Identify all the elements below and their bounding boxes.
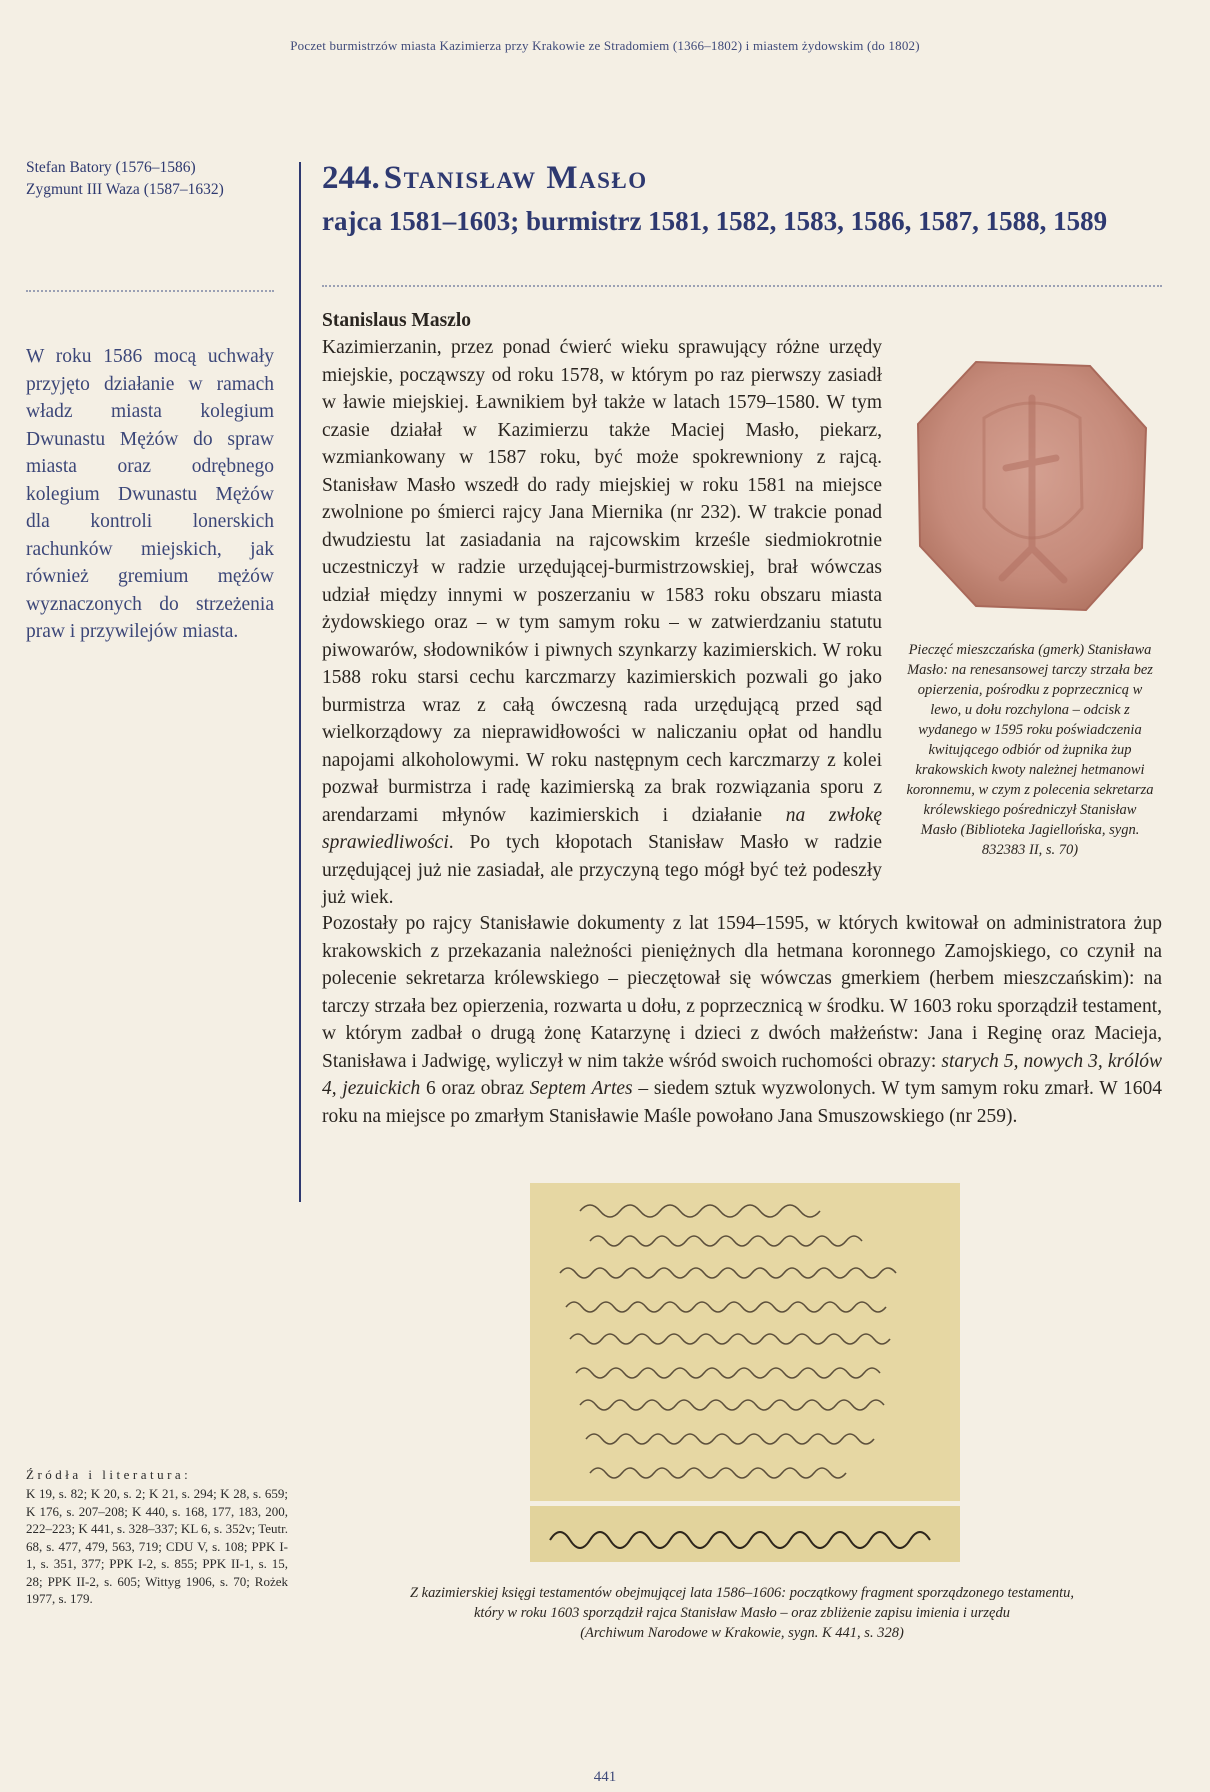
body-text: . Po tych kłopotach Stanisław Masło w radzie urzędującej już nie zasiadał, ale przyczyną tego mógł być też podeszły już wiek. bbox=[322, 832, 882, 908]
entry-name: Stanisław Masło bbox=[383, 160, 648, 196]
divider bbox=[322, 285, 1162, 287]
body-text: Kazimierzanin, przez ponad ćwierć wieku sprawujący różne urzędy miejskie, począwszy od roku 1578, w którym po raz pierwszy zasiadł w ławie miejskiej. Ławnikiem był także w latach 1579–1580. W tym czasie działał w Kazimierzu także Maciej Masło, piekarz, wzmiankowany w 1587 roku, być może spokrewniony z rajcą. Stanisław Masło wszedł do rady miejskiej w roku 1581 na miejsce zwolnione po śmierci rajcy Jana Miernika (nr 232). W trakcie ponad dwudziestu lat zasiadania na rajcowskim krześle siedmiokrotnie uczestniczył w radzie urzędującej-burmistrzowskiej, brał wówczas udział między innymi w poszerzaniu w 1583 roku obszaru miasta żydowskiego oraz – w tym samym roku – w zatwierdzaniu statutu piwowarów, słodowników i piwnych szynkarzy kazimierskich. W roku 1588 roku starsi cechu karczmarzy kazimierskich pozwali go jako burmistrza wraz z całą ówczesną rada urzędującą przed sąd wielkorządowy za nieprawidłowości w naliczaniu opłat od handlu napojami alkoholowymi. W roku następnym cech karczmarzy z kolei pozwał burmistrza i radę kazimierską za brak rozwiązania sporu z arendarzami młynów kazimierskich i działanie bbox=[322, 337, 882, 826]
body-text-wide bbox=[322, 910, 1162, 1130]
body-text: – siedem sztuk wyzwolonych. W tym samym roku zmarł. W 1604 roku na miejsce po zmarłym Stanisławie Maśle powołano Jana Smuszowskiego (nr 259). bbox=[322, 1078, 1163, 1127]
page-number: 441 bbox=[593, 1769, 617, 1785]
sources-text: K 19, s. 82; K 20, s. 2; K 21, s. 294; K 28, s. 659; K 176, s. 207–208; K 440, s. 168, 177, 183, 200, 222–223; K 441, s. 328–337; KL 6, s. 352v; Teutr. 68, s. 477, 479, 563, 719; CDU V, s. 108; PPK I-1, s. 351, 377; PPK I-2, s. 855; PPK II-1, s. 15, 28; PPK II-2, s. 605; Wittyg 1906, s. 70; Rożek 1977, s. 179. bbox=[26, 1486, 288, 1606]
divider bbox=[26, 290, 274, 292]
reigns-list bbox=[26, 157, 274, 201]
caption-line: który w roku 1603 sporządził rajca Stanisław Masło – oraz zbliżenie zapisu imienia i urzędu bbox=[474, 1605, 1010, 1621]
body-text-narrow bbox=[322, 334, 882, 912]
body-text: 6 oraz obraz bbox=[426, 1078, 525, 1099]
entry-number: 244. bbox=[322, 160, 380, 196]
caption-line: (Archiwum Narodowe w Krakowie, sygn. K 441, s. 328) bbox=[580, 1625, 904, 1641]
latin-name: Stanislaus Maszlo bbox=[322, 310, 471, 331]
reign-item: Zygmunt III Waza (1587–1632) bbox=[26, 181, 224, 198]
reign-item: Stefan Batory (1576–1586) bbox=[26, 159, 196, 176]
body-italic: na zwłokę sprawiedliwości bbox=[322, 804, 883, 853]
entry-title bbox=[322, 160, 1162, 197]
manuscript-image bbox=[530, 1183, 960, 1501]
sources-section bbox=[26, 1467, 288, 1608]
body-italic: starych 5, nowych 3, królów 4, jezuickich bbox=[322, 1050, 1162, 1099]
caption-line: Z kazimierskiej księgi testamentów obejmującej lata 1586–1606: początkowy fragment sporządzonego testamentu, bbox=[409, 1585, 1075, 1601]
body-italic: Septem Artes bbox=[529, 1078, 633, 1099]
body-text: Pozostały po rajcy Stanisławie dokumenty z lat 1594–1595, w których kwitował on administratora żup krakowskich z przekazania należności pieniężnych dla hetmana koronnego Zamojskiego, co czynił na polecenie sekretarza królewskiego – pieczętował się wówczas gmerkiem (herbem mieszczańskim): na tarczy strzała bez opierzenia, rozwarta u dołu, z poprzecznicą w środku. W 1603 roku sporządził testament, w którym zadbał o drugą żonę Katarzynę i dzieci z dwóch małżeństw: Jana i Reginę oraz Macieja, Stanisława i Jadwigę, wyliczył w nim także wśród swoich ruchomości obrazy: bbox=[322, 913, 1162, 1072]
entry-subtitle: rajca 1581–1603; burmistrz 1581, 1582, 1583, 1586, 1587, 1588, 1589 bbox=[322, 206, 1108, 236]
running-head: Poczet burmistrzów miasta Kazimierza przy Krakowie ze Stradomiem (1366–1802) i miastem żydowskim (do 1802) bbox=[290, 38, 920, 53]
manuscript-detail-image bbox=[530, 1506, 960, 1562]
sidenote: W roku 1586 mocą uchwały przyjęto działanie w ramach władz miasta kolegium Dwunastu Mężów do spraw miasta oraz odrębnego kolegium Dwunastu Mężów dla kontroli lonerskich rachunków miejskich, jak również gremium mężów wyznaczonych do strzeżenia praw i przywilejów miasta. bbox=[26, 346, 274, 642]
seal-image bbox=[914, 358, 1150, 614]
sources-title: Źródła i literatura: bbox=[26, 1467, 192, 1482]
seal-caption: Pieczęć mieszczańska (gmerk) Stanisława Masło: na renesansowej tarczy strzała bez opierzenia, pośrodku z poprzecznicą w lewo, u dołu rozchylona – odcisk z wydanego w 1595 roku poświadczenia kwitującego odbiór od żupnika żup krakowskich kwoty należnej hetmanowi koronnemu, w czym z polecenia sekretarza królewskiego pośredniczył Stanisław Masło (Biblioteka Jagiellońska, sygn. 832383 II, s. 70) bbox=[906, 642, 1154, 858]
manuscript-caption bbox=[322, 1583, 1162, 1643]
vertical-rule bbox=[299, 162, 301, 1202]
